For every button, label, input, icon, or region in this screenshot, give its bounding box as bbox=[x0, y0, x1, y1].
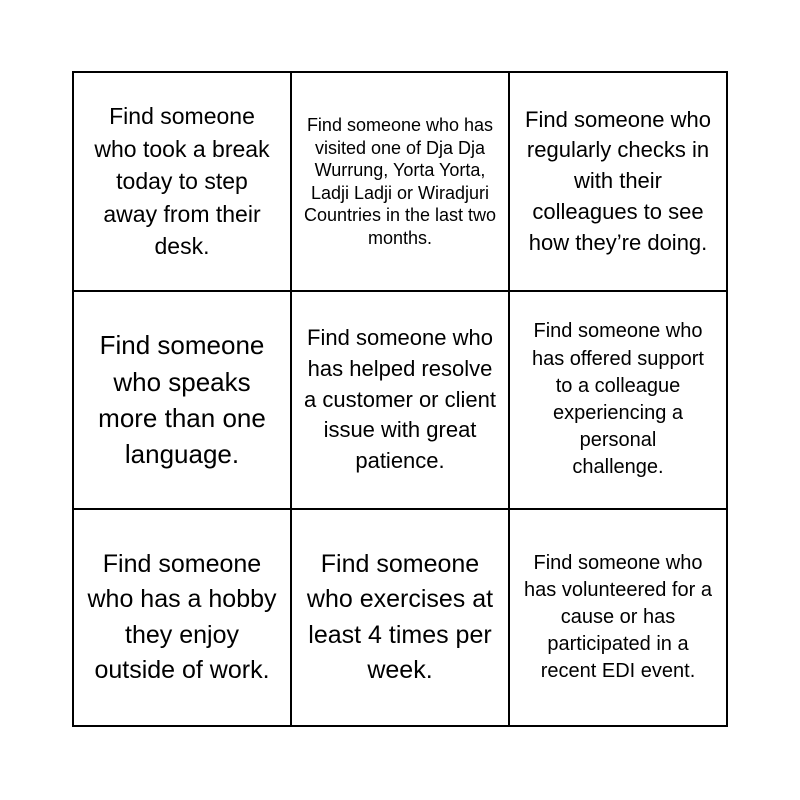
bingo-cell-2[interactable] bbox=[292, 73, 510, 292]
bingo-cell-9-text: Find someone who has volunteered for a cause or has participated in a recent EDI event. bbox=[524, 551, 712, 683]
bingo-cell-8[interactable] bbox=[292, 510, 510, 725]
bingo-cell-2-text: Find someone who has visited one of Dja Dja Wurrung, Yorta Yorta, Ladji Ladji or Wiradjuri Countries in the last two months. bbox=[303, 115, 497, 248]
bingo-cell-1-text: Find someone who took a break today to step away from their desk. bbox=[94, 103, 270, 260]
bingo-cell-6-text: Find someone who has offered support to a colleague experiencing a personal challenge. bbox=[532, 320, 704, 479]
bingo-cell-9[interactable] bbox=[510, 510, 726, 725]
bingo-cell-1[interactable] bbox=[74, 73, 292, 292]
bingo-cell-7[interactable] bbox=[74, 510, 292, 725]
bingo-cell-8-text: Find someone who exercises at least 4 times per week. bbox=[306, 549, 494, 684]
bingo-cell-5[interactable] bbox=[292, 292, 510, 510]
bingo-board bbox=[72, 71, 728, 727]
bingo-cell-3-text: Find someone who regularly checks in with their colleagues to see how they’re doing. bbox=[525, 106, 711, 255]
bingo-cell-5-text: Find someone who has helped resolve a customer or client issue with great patience. bbox=[304, 325, 496, 474]
bingo-cell-3[interactable] bbox=[510, 73, 726, 292]
bingo-cell-7-text: Find someone who has a hobby they enjoy outside of work. bbox=[87, 549, 277, 684]
bingo-cell-6[interactable] bbox=[510, 292, 726, 510]
bingo-cell-4[interactable] bbox=[74, 292, 292, 510]
bingo-cell-4-text: Find someone who speaks more than one language. bbox=[98, 330, 266, 470]
